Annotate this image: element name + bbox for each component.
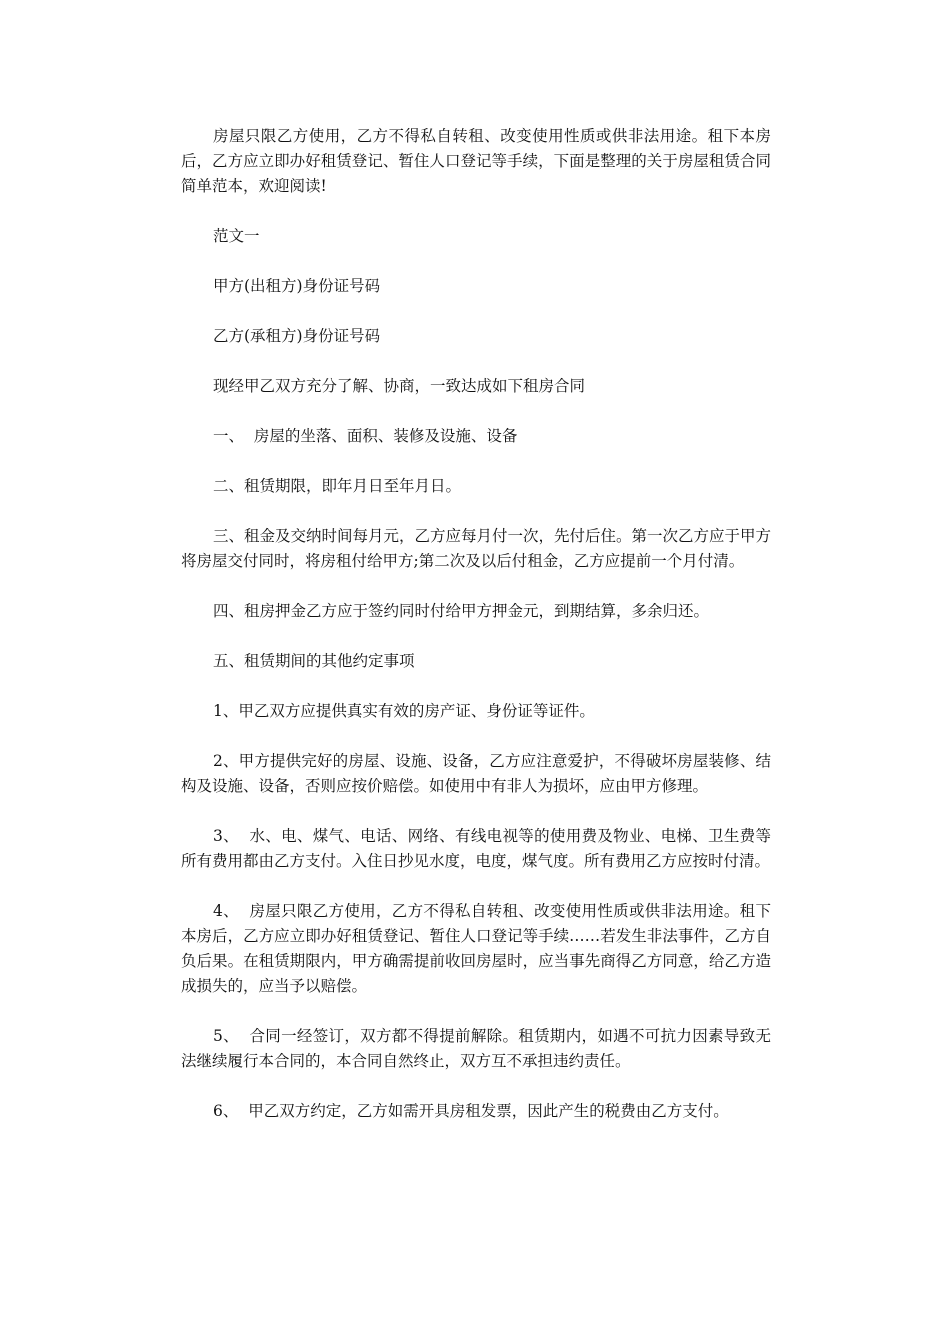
document-body <box>181 124 771 1149</box>
clause-2: 二、租赁期限，即年月日至年月日。 <box>213 477 462 495</box>
party-a-line: 甲方(出租方)身份证号码 <box>213 277 381 295</box>
item-4: 4、 房屋只限乙方使用，乙方不得私自转租、改变使用性质或供非法用途。租下本房后，乙方应立即办好租赁登记、暂住人口登记等手续……若发生非法事件，乙方自负后果。在租赁期限内，甲方确需提前收回房屋时，应当事先商得乙方同意，给乙方造成损失的，应当予以赔偿。 <box>181 902 771 995</box>
clause-4: 四、租房押金乙方应于签约同时付给甲方押金元，到期结算，多余归还。 <box>213 602 710 620</box>
intro-paragraph: 房屋只限乙方使用，乙方不得私自转租、改变使用性质或供非法用途。租下本房后，乙方应立即办好租赁登记、暂住人口登记等手续，下面是整理的关于房屋租赁合同简单范本，欢迎阅读! <box>181 127 771 195</box>
party-b-line: 乙方(承租方)身份证号码 <box>213 327 381 345</box>
item-6: 6、 甲乙双方约定，乙方如需开具房租发票，因此产生的税费由乙方支付。 <box>213 1102 729 1120</box>
agreement-preamble: 现经甲乙双方充分了解、协商，一致达成如下租房合同 <box>213 377 586 395</box>
clause-1: 一、 房屋的坐落、面积、装修及设施、设备 <box>213 427 518 445</box>
sample-heading: 范文一 <box>213 227 260 245</box>
item-2: 2、甲方提供完好的房屋、设施、设备，乙方应注意爱护，不得破坏房屋装修、结构及设施、设备，否则应按价赔偿。如使用中有非人为损坏，应由甲方修理。 <box>181 752 771 795</box>
item-5: 5、 合同一经签订，双方都不得提前解除。租赁期内，如遇不可抗力因素导致无法继续履行本合同的，本合同自然终止，双方互不承担违约责任。 <box>181 1027 771 1070</box>
clause-5-heading: 五、租赁期间的其他约定事项 <box>213 652 415 670</box>
item-1: 1、甲乙双方应提供真实有效的房产证、身份证等证件。 <box>213 702 595 720</box>
item-3: 3、 水、电、煤气、电话、网络、有线电视等的使用费及物业、电梯、卫生费等所有费用都由乙方支付。入住日抄见水度，电度，煤气度。所有费用乙方应按时付清。 <box>181 827 771 870</box>
clause-3: 三、租金及交纳时间每月元，乙方应每月付一次，先付后住。第一次乙方应于甲方将房屋交付同时，将房租付给甲方;第二次及以后付租金，乙方应提前一个月付清。 <box>181 527 772 570</box>
